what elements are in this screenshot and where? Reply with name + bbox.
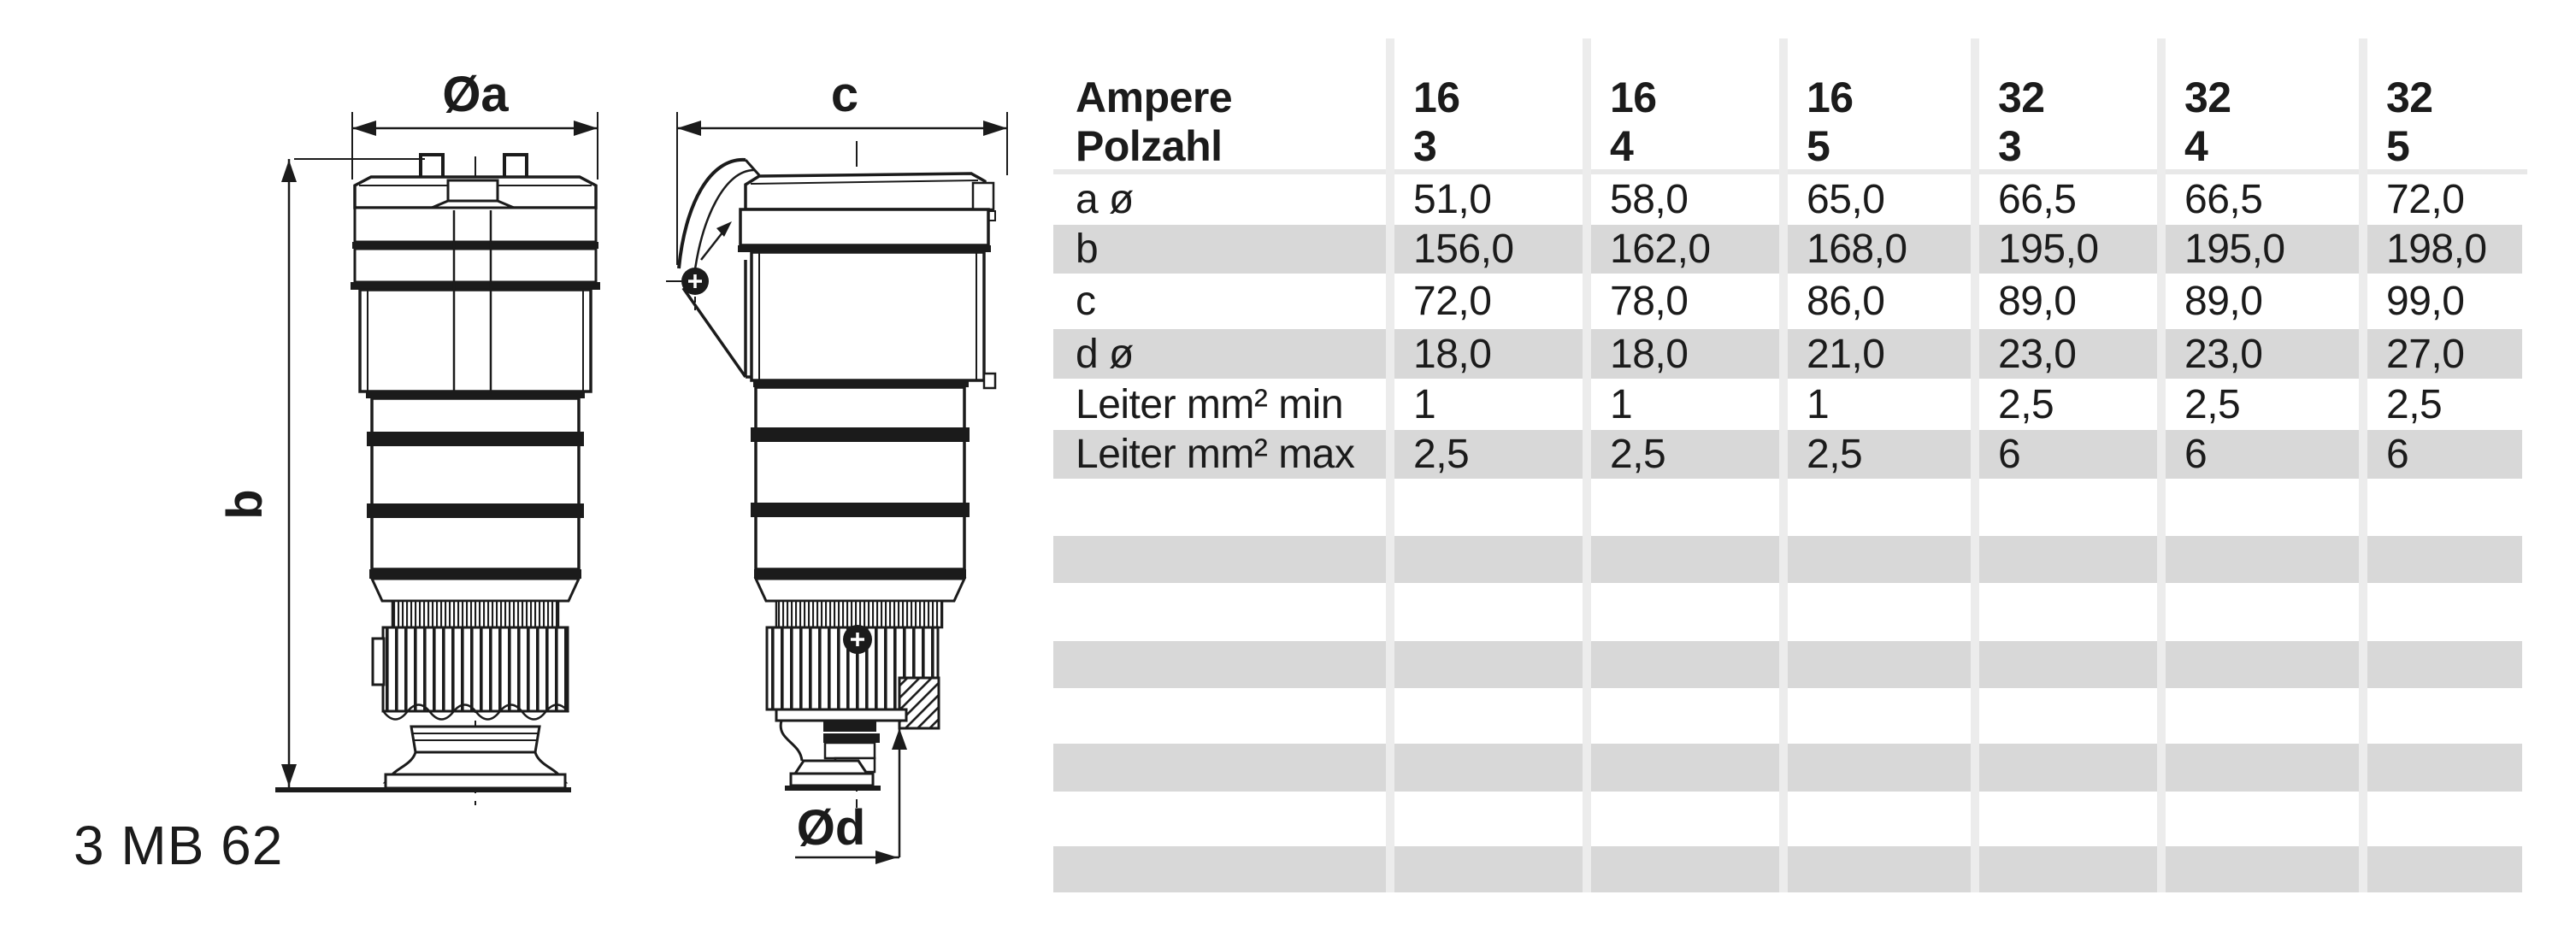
table-cell: 6 <box>2184 432 2208 477</box>
row-label: c <box>1076 279 1096 324</box>
table-cell: 58,0 <box>1610 177 1689 222</box>
table-cell: 23,0 <box>1998 331 2077 377</box>
row-label: b <box>1076 227 1099 272</box>
table-cell: 86,0 <box>1807 279 1885 324</box>
table-cell-wrap <box>1413 274 1491 329</box>
table-cell: 162,0 <box>1610 227 1711 272</box>
col-header-ampere: 16 <box>1807 74 1854 121</box>
table-cell: 168,0 <box>1807 227 1907 272</box>
table-cell-wrap <box>1807 174 1884 225</box>
row-label-cell <box>1076 174 1134 225</box>
row-label: d ø <box>1076 331 1134 377</box>
column-separator <box>1583 38 1591 892</box>
col-header-polzahl: 4 <box>2184 122 2208 170</box>
table-cell-wrap <box>1610 430 1665 479</box>
column-separator <box>2359 38 2367 892</box>
table-cell-wrap <box>2386 379 2442 430</box>
dim-label-a: Øa <box>442 67 509 122</box>
table-empty-row <box>1053 479 2522 536</box>
column-separator <box>2157 38 2166 892</box>
table-cell-wrap <box>1998 174 2076 225</box>
row-label-cell <box>1076 225 1098 274</box>
table-row <box>1053 174 2522 225</box>
col-header-ampere: 32 <box>2386 74 2433 121</box>
table-cell-wrap <box>1998 329 2076 379</box>
table-cell-wrap <box>1413 379 1435 430</box>
table-cell-wrap <box>1807 379 1829 430</box>
table-cell: 2,5 <box>2386 381 2443 427</box>
table-cell-wrap <box>2386 329 2464 379</box>
table-cell: 2,5 <box>1998 381 2054 427</box>
table-cell: 99,0 <box>2386 279 2465 324</box>
table-cell-wrap <box>1998 274 2076 329</box>
row-label: Leiter mm² min <box>1076 381 1344 427</box>
table-cell-wrap <box>2386 225 2487 274</box>
table-cell: 23,0 <box>2184 331 2263 377</box>
row-label-cell <box>1076 329 1134 379</box>
table-cell: 18,0 <box>1610 331 1689 377</box>
table-empty-row <box>1053 744 2522 792</box>
table-cell-wrap <box>1413 174 1491 225</box>
col-header-polzahl: 5 <box>1807 122 1830 170</box>
table-cell-wrap <box>2184 174 2262 225</box>
table-cell-wrap <box>2386 430 2408 479</box>
col-header-ampere: 16 <box>1610 74 1657 121</box>
table-row <box>1053 329 2522 379</box>
dim-label-b: b <box>217 489 273 520</box>
table-cell-wrap <box>1610 225 1711 274</box>
table-row <box>1053 274 2522 329</box>
table-cell: 51,0 <box>1413 177 1492 222</box>
col-header-polzahl: 3 <box>1998 122 2022 170</box>
table-cell: 2,5 <box>1807 432 1863 477</box>
table-empty-row <box>1053 583 2522 641</box>
col-header-polzahl: 3 <box>1413 122 1437 170</box>
dim-label-d: Ød <box>796 800 866 856</box>
table-cell: 1 <box>1807 381 1830 427</box>
table-empty-row <box>1053 792 2522 846</box>
row-label: a ø <box>1076 177 1134 222</box>
table-cell-wrap <box>1807 225 1907 274</box>
table-cell: 156,0 <box>1413 227 1514 272</box>
table-cell: 65,0 <box>1807 177 1885 222</box>
table-empty-row <box>1053 536 2522 583</box>
table-row <box>1053 225 2522 274</box>
table-cell-wrap <box>1610 329 1688 379</box>
table-cell: 195,0 <box>2184 227 2285 272</box>
table-cell: 18,0 <box>1413 331 1492 377</box>
table-header-ampere-label: Ampere <box>1076 74 1233 121</box>
column-separator <box>1779 38 1788 892</box>
table-cell-wrap <box>1998 225 2099 274</box>
col-header-ampere: 32 <box>1998 74 2045 121</box>
table-cell: 6 <box>1998 432 2021 477</box>
table-cell-wrap <box>2184 430 2207 479</box>
table-cell: 78,0 <box>1610 279 1689 324</box>
table-cell: 89,0 <box>1998 279 2077 324</box>
table-header-rule <box>1053 169 2527 174</box>
table-cell: 6 <box>2386 432 2409 477</box>
table-cell: 195,0 <box>1998 227 2099 272</box>
table-cell: 66,5 <box>1998 177 2077 222</box>
table-cell-wrap <box>2184 225 2285 274</box>
table-cell-wrap <box>1413 430 1469 479</box>
table-cell: 27,0 <box>2386 331 2465 377</box>
table-cell-wrap <box>1413 329 1491 379</box>
table-cell-wrap <box>2184 274 2262 329</box>
row-label-cell <box>1076 379 1343 430</box>
table-cell-wrap <box>1807 329 1884 379</box>
table-cell: 2,5 <box>1610 432 1666 477</box>
table-cell: 2,5 <box>1413 432 1470 477</box>
table-header-polzahl-label: Polzahl <box>1076 122 1223 170</box>
column-separator <box>1386 38 1394 892</box>
table-cell: 66,5 <box>2184 177 2263 222</box>
table-cell: 198,0 <box>2386 227 2487 272</box>
table-cell-wrap <box>1610 274 1688 329</box>
table-cell-wrap <box>2386 274 2464 329</box>
col-header-polzahl: 4 <box>1610 122 1634 170</box>
table-cell-wrap <box>2184 329 2262 379</box>
table-row <box>1053 430 2522 479</box>
table-cell-wrap <box>1413 225 1514 274</box>
table-cell: 2,5 <box>2184 381 2241 427</box>
column-separator <box>1971 38 1979 892</box>
table-cell-wrap <box>2386 174 2464 225</box>
table-cell: 89,0 <box>2184 279 2263 324</box>
table-cell-wrap <box>2184 379 2240 430</box>
col-header-ampere: 32 <box>2184 74 2231 121</box>
row-label-cell <box>1076 430 1354 479</box>
dim-label-c: c <box>830 67 859 122</box>
table-cell-wrap <box>1610 174 1688 225</box>
table-empty-row <box>1053 846 2522 892</box>
table-cell: 72,0 <box>2386 177 2465 222</box>
table-cell: 21,0 <box>1807 331 1885 377</box>
row-label: Leiter mm² max <box>1076 432 1355 477</box>
table-cell: 72,0 <box>1413 279 1492 324</box>
table-cell-wrap <box>1998 379 2054 430</box>
row-label-cell <box>1076 274 1096 329</box>
table-empty-row <box>1053 641 2522 688</box>
table-cell: 1 <box>1610 381 1633 427</box>
table-cell-wrap <box>1998 430 2020 479</box>
table-empty-row <box>1053 688 2522 744</box>
table-cell-wrap <box>1807 430 1862 479</box>
col-header-polzahl: 5 <box>2386 122 2410 170</box>
table-row <box>1053 379 2522 430</box>
col-header-ampere: 16 <box>1413 74 1460 121</box>
part-number: 3 MB 62 <box>74 815 284 876</box>
table-cell-wrap <box>1807 274 1884 329</box>
table-cell-wrap <box>1610 379 1632 430</box>
table-cell: 1 <box>1413 381 1436 427</box>
